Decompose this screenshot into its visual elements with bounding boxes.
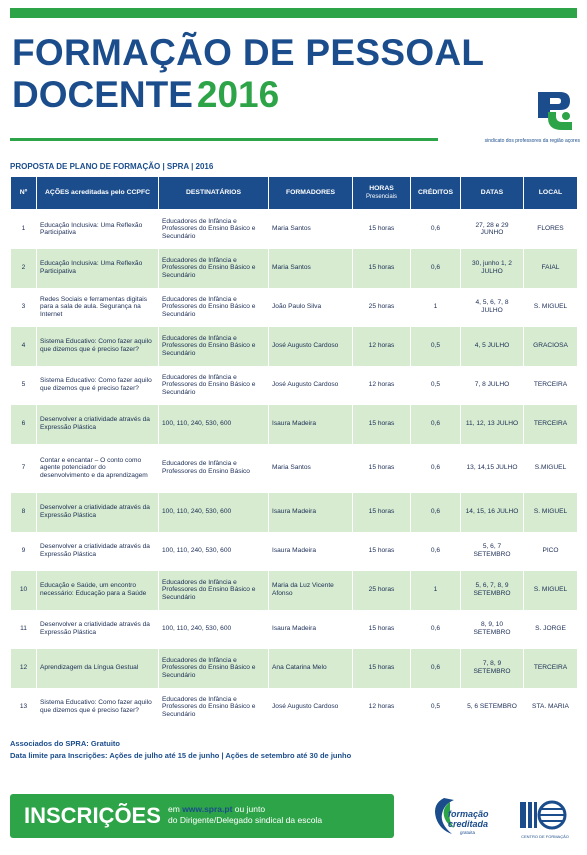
row-acao: Desenvolver a criatividade através da Expressão Plástica — [37, 493, 159, 532]
row-datas: 13, 14,15 JULHO — [461, 444, 524, 493]
row-destinatarios: Educadores de Infância e Professores do Ensino Básico e Secundário — [159, 366, 269, 405]
row-local: FAIAL — [524, 249, 578, 288]
row-creditos: 0,6 — [411, 610, 461, 649]
row-local: GRACIOSA — [524, 327, 578, 366]
table-body — [11, 210, 578, 727]
row-acao: Aprendizagem da Língua Gestual — [37, 649, 159, 688]
header-formadores: FORMADORES — [269, 177, 353, 210]
row-formador: Maria Santos — [269, 444, 353, 493]
title-line-1: FORMAÇÃO DE PESSOAL — [12, 32, 485, 73]
row-num: 4 — [11, 327, 37, 366]
row-local: S. JORGE — [524, 610, 578, 649]
row-acao: Educação Inclusiva: Uma Reflexão Participativa — [37, 249, 159, 288]
page-title — [12, 32, 485, 116]
row-datas: 27, 28 e 29 JUNHO — [461, 210, 524, 249]
row-destinatarios: Educadores de Infância e Professores do Ensino Básico e Secundário — [159, 649, 269, 688]
inscricoes-prefix: em — [168, 804, 180, 814]
row-destinatarios: 100, 110, 240, 530, 600 — [159, 532, 269, 571]
spra-logo-icon — [530, 88, 576, 134]
table-row — [11, 366, 578, 405]
row-num: 1 — [11, 210, 37, 249]
row-formador: Isaura Madeira — [269, 610, 353, 649]
row-acao: Sistema Educativo: Como fazer aquilo que dizemos que é preciso fazer? — [37, 366, 159, 405]
row-formador: Ana Catarina Melo — [269, 649, 353, 688]
row-datas: 8, 9, 10 SETEMBRO — [461, 610, 524, 649]
row-creditos: 0,6 — [411, 210, 461, 249]
centro-formacao-logo — [512, 796, 578, 842]
row-destinatarios: Educadores de Infância e Professores do Ensino Básico e Secundário — [159, 249, 269, 288]
header-acoes: AÇÕES acreditadas pelo CCPFC — [37, 177, 159, 210]
row-acao: Contar e encantar – O conto como agente potenciador do desenvolvimento e da aprendizagem — [37, 444, 159, 493]
header-local: LOCAL — [524, 177, 578, 210]
row-datas: 5, 6, 7, 8, 9 SETEMBRO — [461, 571, 524, 610]
title-year: 2016 — [196, 74, 280, 115]
row-datas: 7, 8 JULHO — [461, 366, 524, 405]
row-datas: 14, 15, 16 JULHO — [461, 493, 524, 532]
row-horas: 12 horas — [353, 327, 411, 366]
row-formador: Maria da Luz Vicente Afonso — [269, 571, 353, 610]
formacao-creditada-logo — [430, 794, 502, 842]
row-local: S. MIGUEL — [524, 493, 578, 532]
row-creditos: 0,6 — [411, 532, 461, 571]
row-num: 13 — [11, 688, 37, 727]
row-local: TERCEIRA — [524, 649, 578, 688]
table-row — [11, 288, 578, 327]
row-datas: 11, 12, 13 JULHO — [461, 405, 524, 444]
table-row — [11, 405, 578, 444]
inscricoes-label: INSCRIÇÕES — [24, 803, 161, 828]
row-creditos: 0,6 — [411, 444, 461, 493]
row-destinatarios: Educadores de Infância e Professores do Ensino Básico e Secundário — [159, 571, 269, 610]
table-row — [11, 444, 578, 493]
associados-note: Associados do SPRA: Gratuito — [10, 739, 121, 748]
row-num: 11 — [11, 610, 37, 649]
table-row — [11, 249, 578, 288]
table-row — [11, 327, 578, 366]
table-row — [11, 571, 578, 610]
row-local: TERCEIRA — [524, 366, 578, 405]
spra-logo-caption: sindicato dos professores da região açores — [484, 138, 580, 144]
row-horas: 25 horas — [353, 571, 411, 610]
row-local: S. MIGUEL — [524, 571, 578, 610]
row-local: S.MIGUEL — [524, 444, 578, 493]
row-destinatarios: Educadores de Infância e Professores do Ensino Básico e Secundário — [159, 327, 269, 366]
row-local: TERCEIRA — [524, 405, 578, 444]
row-horas: 25 horas — [353, 288, 411, 327]
row-datas: 7, 8, 9 SETEMBRO — [461, 649, 524, 688]
row-formador: Maria Santos — [269, 249, 353, 288]
creditada-text: creditada — [448, 819, 489, 829]
centro-formacao-icon — [512, 796, 578, 834]
row-horas: 15 horas — [353, 405, 411, 444]
row-formador: José Augusto Cardoso — [269, 366, 353, 405]
title-docente: DOCENTE — [12, 74, 193, 115]
row-formador: João Paulo Silva — [269, 288, 353, 327]
row-horas: 12 horas — [353, 366, 411, 405]
row-acao: Desenvolver a criatividade através da Expressão Plástica — [37, 610, 159, 649]
row-formador: Isaura Madeira — [269, 405, 353, 444]
row-horas: 15 horas — [353, 532, 411, 571]
row-num: 5 — [11, 366, 37, 405]
spra-website-link[interactable]: www.spra.pt — [182, 804, 233, 814]
row-acao: Educação Inclusiva: Uma Reflexão Participativa — [37, 210, 159, 249]
row-horas: 12 horas — [353, 688, 411, 727]
table-row — [11, 688, 578, 727]
inscricoes-suffix: ou junto — [234, 804, 266, 814]
spra-logo — [440, 88, 580, 150]
row-local: PICO — [524, 532, 578, 571]
row-horas: 15 horas — [353, 249, 411, 288]
table-row — [11, 610, 578, 649]
row-creditos: 0,5 — [411, 327, 461, 366]
row-acao: Sistema Educativo: Como fazer aquilo que dizemos que é preciso fazer? — [37, 327, 159, 366]
row-formador: José Augusto Cardoso — [269, 688, 353, 727]
row-creditos: 1 — [411, 288, 461, 327]
table-header-row — [11, 177, 578, 210]
row-num: 6 — [11, 405, 37, 444]
row-local: S. MIGUEL — [524, 288, 578, 327]
row-horas: 15 horas — [353, 649, 411, 688]
row-formador: Isaura Madeira — [269, 532, 353, 571]
row-acao: Desenvolver a criatividade através da Expressão Plástica — [37, 405, 159, 444]
row-destinatarios: Educadores de Infância e Professores do Ensino Básico e Secundário — [159, 210, 269, 249]
row-destinatarios: 100, 110, 240, 530, 600 — [159, 405, 269, 444]
table-row — [11, 493, 578, 532]
row-acao: Redes Sociais e ferramentas digitais para a sala de aula. Segurança na Internet — [37, 288, 159, 327]
table-row — [11, 532, 578, 571]
title-divider — [10, 138, 438, 141]
row-local: STA. MARIA — [524, 688, 578, 727]
row-horas: 15 horas — [353, 610, 411, 649]
row-creditos: 0,6 — [411, 249, 461, 288]
row-num: 10 — [11, 571, 37, 610]
row-creditos: 0,6 — [411, 405, 461, 444]
header-num: Nº — [11, 177, 37, 210]
row-num: 2 — [11, 249, 37, 288]
row-creditos: 0,5 — [411, 366, 461, 405]
row-creditos: 0,5 — [411, 688, 461, 727]
header-datas: DATAS — [461, 177, 524, 210]
row-acao: Sistema Educativo: Como fazer aquilo que dizemos que é preciso fazer? — [37, 688, 159, 727]
row-num: 7 — [11, 444, 37, 493]
row-datas: 4, 5, 6, 7, 8 JULHO — [461, 288, 524, 327]
table-row — [11, 649, 578, 688]
row-num: 9 — [11, 532, 37, 571]
row-horas: 15 horas — [353, 444, 411, 493]
row-datas: 30, junho 1, 2 JULHO — [461, 249, 524, 288]
row-destinatarios: Educadores de Infância e Professores do Ensino Básico e Secundário — [159, 288, 269, 327]
header-destinatarios: DESTINATÁRIOS — [159, 177, 269, 210]
row-creditos: 1 — [411, 571, 461, 610]
deadline-note: Data limite para Inscrições: Ações de julho até 15 de junho | Ações de setembro até 30 de junho — [10, 751, 352, 760]
inscricoes-line2: do Dirigente/Delegado sindical da escola — [168, 815, 323, 825]
row-local: FLORES — [524, 210, 578, 249]
row-destinatarios: Educadores de Infância e Professores do Ensino Básico — [159, 444, 269, 493]
inscricoes-banner — [10, 794, 394, 838]
table-row — [11, 210, 578, 249]
header-horas — [353, 177, 411, 210]
row-datas: 5, 6, 7 SETEMBRO — [461, 532, 524, 571]
row-creditos: 0,6 — [411, 649, 461, 688]
inscricoes-text — [168, 804, 322, 826]
row-formador: José Augusto Cardoso — [269, 327, 353, 366]
row-acao: Educação e Saúde, um encontro necessário: Educação para a Saúde — [37, 571, 159, 610]
title-line-2 — [12, 74, 432, 116]
row-datas: 5, 6 SETEMBRO — [461, 688, 524, 727]
row-num: 8 — [11, 493, 37, 532]
top-green-bar — [10, 8, 577, 18]
row-destinatarios: Educadores de Infância e Professores do Ensino Básico e Secundário — [159, 688, 269, 727]
header-horas-sub: Presenciais — [365, 194, 397, 200]
row-horas: 15 horas — [353, 210, 411, 249]
formacao-text: formação — [448, 809, 489, 819]
row-destinatarios: 100, 110, 240, 530, 600 — [159, 493, 269, 532]
row-destinatarios: 100, 110, 240, 530, 600 — [159, 610, 269, 649]
row-num: 12 — [11, 649, 37, 688]
training-plan-table — [10, 176, 578, 727]
proposal-heading: PROPOSTA DE PLANO DE FORMAÇÃO | SPRA | 2016 — [10, 162, 214, 171]
centro-formacao-caption: CENTRO DE FORMAÇÃO — [521, 834, 569, 839]
header-creditos: CRÉDITOS — [411, 177, 461, 210]
gratuita-text: gratuita — [460, 830, 476, 835]
row-formador: Maria Santos — [269, 210, 353, 249]
row-horas: 15 horas — [353, 493, 411, 532]
row-datas: 4, 5 JULHO — [461, 327, 524, 366]
row-num: 3 — [11, 288, 37, 327]
row-formador: Isaura Madeira — [269, 493, 353, 532]
header-horas-label: HORAS — [369, 185, 394, 192]
row-creditos: 0,6 — [411, 493, 461, 532]
row-acao: Desenvolver a criatividade através da Expressão Plástica — [37, 532, 159, 571]
